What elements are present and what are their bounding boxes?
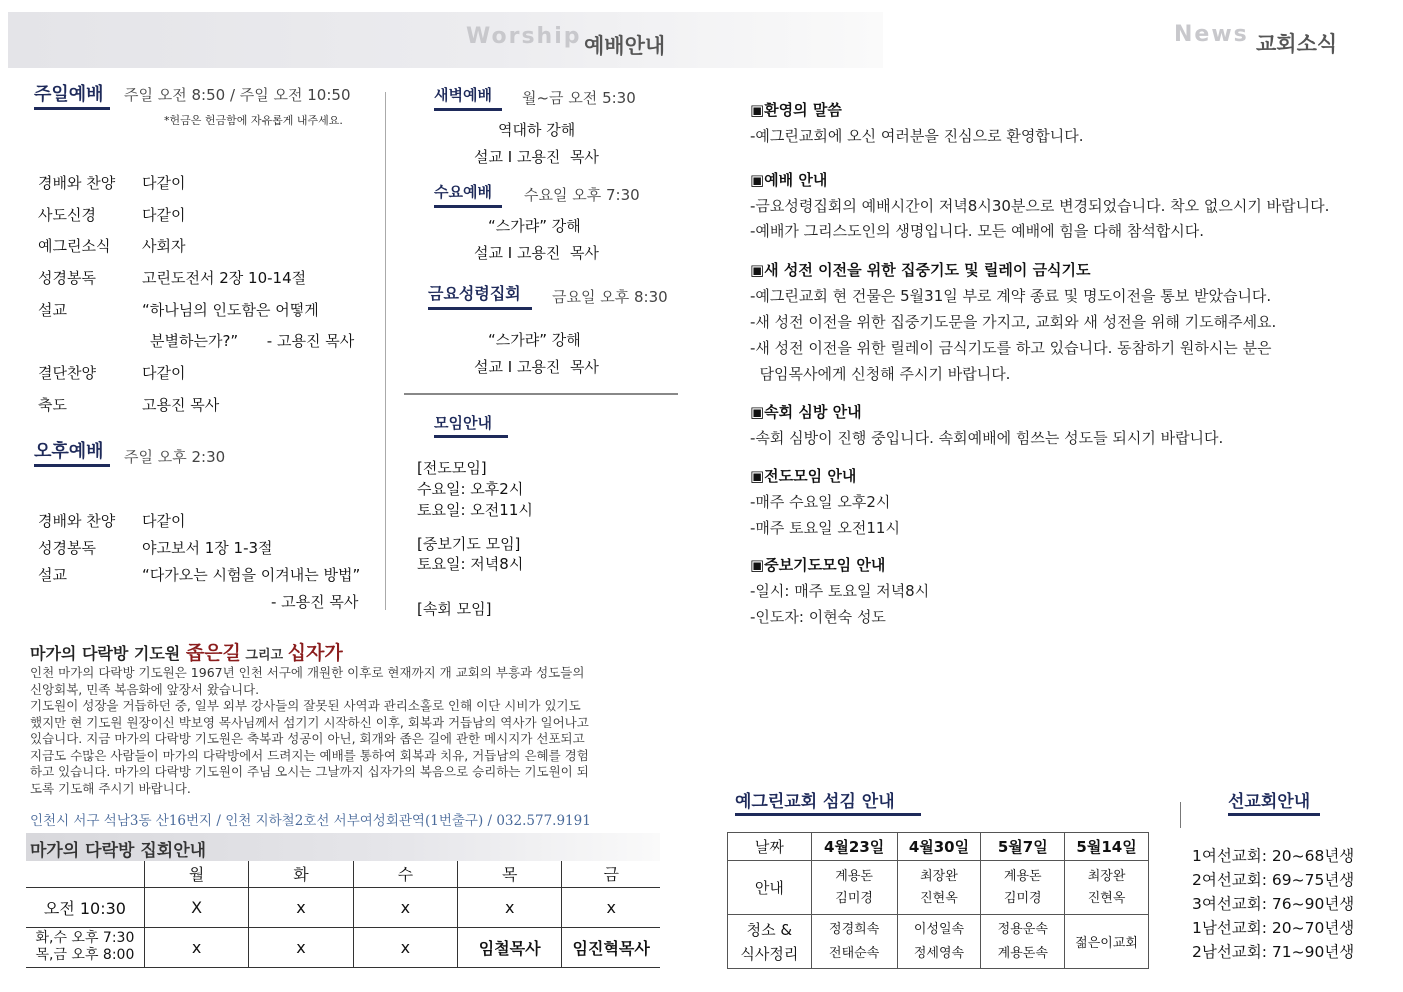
service-row-label: 안내 [728, 861, 812, 915]
service-name: 정세영속 [913, 945, 965, 961]
order-label: 설교 [38, 301, 67, 319]
news-line: -속회 심방이 진행 중입니다. 속회예배에 힘쓰는 성도들 되시기 바랍니다. [750, 429, 1224, 447]
news-list [750, 99, 1390, 627]
friday-line1: “스가랴” 강해 [488, 331, 581, 349]
meeting-line: [속회 모임] [417, 600, 492, 618]
news-item [750, 169, 1390, 259]
sched-cell: 임철목사 [458, 927, 562, 967]
sunday-title-underline [34, 107, 110, 110]
magga-title [30, 638, 343, 665]
service-name: 최장완 [920, 868, 958, 884]
sched-cell: x [458, 887, 562, 927]
wednesday-time: 수요일 오후 7:30 [524, 186, 640, 204]
afternoon-preacher: - 고용진 목사 [271, 593, 359, 611]
service-head: 날짜 [728, 833, 812, 861]
sched-day: 금 [562, 861, 660, 887]
afternoon-order [38, 510, 383, 591]
mission-line: 1여선교회: 20~68년생 [1192, 847, 1355, 865]
order-label: 경배와 찬양 [38, 512, 116, 530]
dawn-line1: 역대하 강해 [498, 121, 576, 139]
meeting-line: 수요일: 오후2시 [417, 480, 524, 498]
afternoon-title-underline [34, 464, 110, 467]
magga-body-line: 인천 마가의 다락방 기도원은 1967년 인천 서구에 개원한 이후로 현재까지 개 교회의 부흥과 성도들의 [30, 665, 585, 680]
news-item [750, 401, 1390, 465]
news-item [750, 465, 1390, 554]
magga-schedule-title: 마가의 다락방 집회안내 [30, 841, 207, 861]
news-line: -예배가 그리스도인의 생명입니다. 모든 예배에 힘을 다해 참석합시다. [750, 222, 1205, 240]
mission-line: 1남선교회: 20~70년생 [1192, 919, 1355, 937]
magga-body-line: 지금도 수많은 사람들이 마가의 다락방에서 드려지는 예배를 통하여 회복과 치유, 거듭남의 은혜를 경험 [30, 747, 589, 763]
service-name: 최장완 [1087, 868, 1126, 884]
dawn-underline [434, 108, 502, 111]
service-head: 5월14일 [1065, 833, 1149, 861]
news-line: -일시: 매주 토요일 저녁8시 [750, 582, 930, 600]
service-name: 김미경 [835, 890, 873, 906]
magga-body-line: 하고 있습니다. 마가의 다락방 기도원이 주님 오시는 그날까지 십자가의 복음으로 승리하는 기도원이 되 [30, 764, 589, 779]
service-name: 젊은이교회 [1075, 936, 1138, 951]
news-heading: ▣새 성전 이전을 위한 집중기도 및 릴레이 금식기도 [750, 261, 1091, 279]
service-cell [1065, 861, 1149, 915]
news-item [750, 99, 1390, 169]
wednesday-underline [434, 205, 502, 208]
sched-day: 목 [458, 861, 562, 887]
sched-time-line: 목,금 오후 8:00 [35, 947, 135, 963]
meeting-line: [중보기도 모임] [417, 535, 521, 553]
wednesday-line1: “스가랴” 강해 [488, 217, 581, 235]
service-title: 예그린교회 섬김 안내 [735, 792, 895, 812]
mission-list [1192, 844, 1354, 964]
service-name: 진현옥 [1087, 890, 1126, 906]
magga-body-line: 있습니다. 지금 마가의 다락방 기도원은 축복과 성공이 아닌, 회개와 좁은 길에 관한 메시지가 선포되고 [30, 731, 585, 746]
wednesday-title-block [434, 181, 504, 211]
service-table [727, 832, 1149, 969]
service-name: 전태순속 [829, 945, 880, 961]
worship-header-band [8, 12, 883, 68]
news-heading: ▣중보기도모임 안내 [750, 556, 886, 574]
sched-time: 오전 10:30 [26, 887, 144, 927]
friday-title: 금요성령집회 [428, 284, 521, 303]
order-label: 성경봉독 [38, 539, 96, 557]
sched-time [26, 927, 144, 967]
mission-title-block [1228, 787, 1322, 821]
order-value: 다같이 [142, 364, 186, 382]
dawn-title-block [434, 84, 504, 114]
service-row-label-line: 청소 & [746, 920, 793, 939]
news-line: -예그린교회에 오신 여러분을 진심으로 환영합니다. [750, 127, 1084, 145]
order-label: 경배와 찬양 [38, 174, 116, 192]
order-value: “다가오는 시험을 이겨내는 방법” [142, 566, 361, 584]
order-label: 축도 [38, 396, 67, 414]
wednesday-line2: 설교 I 고용진 목사 [474, 244, 599, 262]
service-cell [811, 915, 897, 969]
sched-cell: x [353, 887, 457, 927]
news-heading: ▣예배 안내 [750, 171, 828, 189]
friday-line2: 설교 I 고용진 목사 [474, 358, 599, 376]
service-cell [897, 861, 981, 915]
service-cell [811, 861, 897, 915]
column-divider [385, 92, 386, 610]
worship-header-ko: 예배안내 [584, 34, 666, 58]
service-cell [981, 861, 1065, 915]
service-underline [735, 813, 921, 816]
meetings-title-block [434, 412, 510, 442]
magga-address: 인천시 서구 석남3동 산16번지 / 인천 지하철2호선 서부여성회관역(1번출구) / 032.577.9191 [30, 813, 591, 829]
news-header-en: News [1174, 22, 1249, 47]
sched-day: 월 [144, 861, 248, 887]
sunday-times: 주일 오전 8:50 / 주일 오전 10:50 [124, 86, 351, 104]
news-line: -매주 수요일 오후2시 [750, 493, 891, 511]
magga-body-line: 신앙회복, 민족 복음화에 앞장서 왔습니다. [30, 681, 260, 697]
news-line: -새 성전 이전을 위한 집중기도문을 가지고, 교회와 새 성전을 위해 기도해주세요. [750, 313, 1277, 331]
middle-divider [404, 393, 678, 395]
order-label: 성경봉독 [38, 269, 96, 287]
friday-time: 금요일 오후 8:30 [552, 288, 668, 306]
sched-day: 화 [249, 861, 353, 887]
service-name: 김미경 [1003, 890, 1042, 906]
dawn-title: 새벽예배 [434, 86, 492, 104]
news-line: 담임목사에게 신청해 주시기 바랍니다. [750, 365, 1011, 383]
service-cell [897, 915, 981, 969]
wednesday-title: 수요예배 [434, 183, 492, 201]
sched-cell: x [144, 927, 248, 967]
news-line: -매주 토요일 오전11시 [750, 519, 900, 537]
service-cell [1065, 915, 1149, 969]
afternoon-time: 주일 오후 2:30 [124, 448, 226, 466]
meeting-line: 토요일: 저녁8시 [417, 555, 524, 573]
sched-cell: x [249, 887, 353, 927]
friday-underline [428, 307, 532, 310]
magga-title-narrow: 좁은길 [185, 642, 241, 664]
dawn-time: 월~금 오전 5:30 [522, 89, 636, 107]
service-row-label [728, 915, 812, 969]
sched-cell: x [562, 887, 660, 927]
offering-note: *헌금은 헌금함에 자유롭게 내주세요. [164, 114, 343, 127]
dawn-line2: 설교 I 고용진 목사 [474, 148, 599, 166]
meetings-underline [434, 435, 508, 438]
service-name: 정경희속 [829, 921, 880, 937]
mission-line: 3여선교회: 76~90년생 [1192, 895, 1355, 913]
meetings-title: 모임안내 [434, 414, 492, 432]
meeting-line: [전도모임] [417, 459, 487, 477]
service-head: 5월7일 [981, 833, 1065, 861]
order-value: 고린도전서 2장 10-14절 [142, 269, 307, 287]
sunday-title-block [34, 80, 112, 112]
magga-body-line: 도록 기도해 주시기 바랍니다. [30, 780, 191, 796]
sched-corner [26, 861, 144, 887]
mission-title: 선교회안내 [1228, 792, 1311, 812]
order-label: 사도신경 [38, 206, 96, 224]
news-line: -인도자: 이현숙 성도 [750, 608, 886, 626]
mission-line: 2여선교회: 69~75년생 [1192, 871, 1355, 889]
worship-header-en: Worship [466, 24, 582, 49]
news-heading: ▣전도모임 안내 [750, 467, 857, 485]
magga-title-cross: 십자가 [287, 642, 343, 664]
order-label: 예그린소식 [38, 237, 111, 255]
order-label: 결단찬양 [38, 364, 96, 382]
service-name: 이성일속 [913, 921, 965, 937]
mission-underline [1228, 813, 1320, 816]
service-name: 계용돈속 [997, 945, 1048, 961]
mission-divider [1180, 802, 1181, 828]
service-head: 4월23일 [811, 833, 897, 861]
magga-body [30, 665, 690, 797]
order-value: 다같이 [142, 512, 186, 530]
order-value: 야고보서 1장 1-3절 [142, 539, 273, 557]
order-value: “하나님의 인도함은 어떻게 [142, 301, 319, 319]
service-head: 4월30일 [897, 833, 981, 861]
magga-title-a: 마가의 다락방 기도원 [30, 644, 186, 663]
sched-cell: 임진혁목사 [562, 927, 660, 967]
afternoon-title-block [34, 437, 112, 469]
service-name: 계용돈 [1003, 868, 1042, 884]
sched-cell: x [353, 927, 457, 967]
service-name: 계용돈 [835, 868, 873, 884]
afternoon-title: 오후예배 [34, 441, 104, 462]
sched-cell: x [249, 927, 353, 967]
service-title-block [735, 787, 921, 821]
magga-title-and: 그리고 [240, 648, 288, 663]
sunday-order [38, 172, 383, 426]
service-name: 정용운속 [997, 921, 1048, 937]
order-value: 분별하는가?” - 고용진 목사 [150, 332, 355, 350]
order-value: 사회자 [142, 237, 186, 255]
magga-body-line: 기도원이 성장을 거듭하던 중, 일부 외부 강사들의 잘못된 사역과 관리소홀로 인해 이단 시비가 있기도 [30, 698, 581, 713]
news-line: -예그린교회 현 건물은 5월31일 부로 계약 종료 및 명도이전을 통보 받았습니다. [750, 287, 1272, 305]
friday-title-block [428, 281, 536, 313]
news-item [750, 554, 1390, 627]
news-header-ko: 교회소식 [1256, 32, 1338, 56]
order-value: 다같이 [142, 206, 186, 224]
sched-time-line: 화,수 오후 7:30 [35, 930, 135, 946]
magga-schedule-table [26, 861, 660, 968]
service-cell [981, 915, 1065, 969]
sched-day: 수 [353, 861, 457, 887]
news-heading: ▣속회 심방 안내 [750, 403, 862, 421]
service-row-label-line: 식사정리 [740, 944, 799, 963]
news-heading: ▣환영의 말씀 [750, 101, 842, 119]
mission-line: 2남선교회: 71~90년생 [1192, 943, 1355, 961]
sched-cell: X [144, 887, 248, 927]
service-name: 진현옥 [920, 890, 958, 906]
order-label: 설교 [38, 566, 67, 584]
magga-body-line: 했지만 현 기도원 원장이신 박보영 목사님께서 섬기기 시작하신 이후, 회복과 거듭남의 역사가 일어나고 [30, 714, 589, 730]
sunday-title: 주일예배 [34, 84, 104, 105]
order-value: 다같이 [142, 174, 186, 192]
meeting-line: 토요일: 오전11시 [417, 501, 533, 519]
news-line: -금요성령집회의 예배시간이 저녁8시30분으로 변경되었습니다. 착오 없으시기 바랍니다. [750, 197, 1330, 215]
news-item [750, 259, 1390, 401]
news-line: -새 성전 이전을 위한 릴레이 금식기도를 하고 있습니다. 동참하기 원하시는 분은 [750, 339, 1272, 357]
order-value: 고용진 목사 [142, 396, 220, 414]
